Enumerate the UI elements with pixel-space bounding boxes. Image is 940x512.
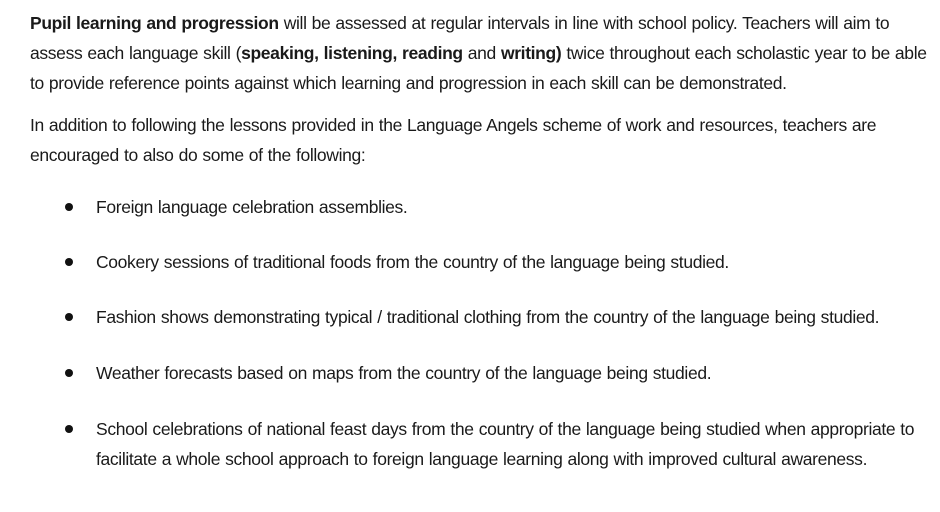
list-item — [30, 247, 928, 277]
bullet-icon — [65, 258, 73, 266]
skill-reading: reading — [402, 43, 463, 63]
bold-lead-text: Pupil learning and progression — [30, 13, 279, 33]
bullet-icon — [65, 425, 73, 433]
bullet-icon — [65, 203, 73, 211]
list-item — [30, 302, 928, 332]
list-item-text: Weather forecasts based on maps from the country of the language being studied. — [96, 363, 712, 383]
paragraph-text: twice throughout each scholastic year to be able to provide reference points against which learning and progression in each skill can be demonstrated. — [30, 43, 927, 93]
bullet-icon — [65, 369, 73, 377]
activities-list — [30, 192, 928, 474]
additional-activities-intro: In addition to following the lessons provided in the Language Angels scheme of work and resources, teachers are encouraged to also do some of the following: — [30, 115, 877, 165]
list-item-text: Fashion shows demonstrating typical / traditional clothing from the country of the language being studied. — [96, 307, 880, 327]
skill-listening: listening, — [323, 43, 397, 63]
list-item — [30, 358, 928, 388]
bullet-icon — [65, 313, 73, 321]
list-item-text: School celebrations of national feast days from the country of the language being studied when appropriate to facilitate a whole school approach to foreign language learning along with improved cultural awareness. — [96, 419, 915, 469]
skill-speaking: speaking, — [241, 43, 319, 63]
skill-writing: writing) — [500, 43, 562, 63]
list-item — [30, 414, 928, 474]
paragraph-text: will be assessed at regular intervals in line with school policy. Teachers will aim to assess each language skill ( — [30, 13, 890, 63]
list-item-text: Foreign language celebration assemblies. — [96, 197, 408, 217]
assessment-paragraph: Pupil learning and progression will be assessed at regular intervals in line with school policy. Teachers will aim to assess each language skill (speaking, listening, reading and writing) twice throughout each scholastic year to be able to provide reference points against which learning and progression in each skill can be demonstrated. — [30, 13, 927, 93]
list-item-text: Cookery sessions of traditional foods from the country of the language being studied. — [96, 252, 729, 272]
list-item — [30, 192, 928, 222]
